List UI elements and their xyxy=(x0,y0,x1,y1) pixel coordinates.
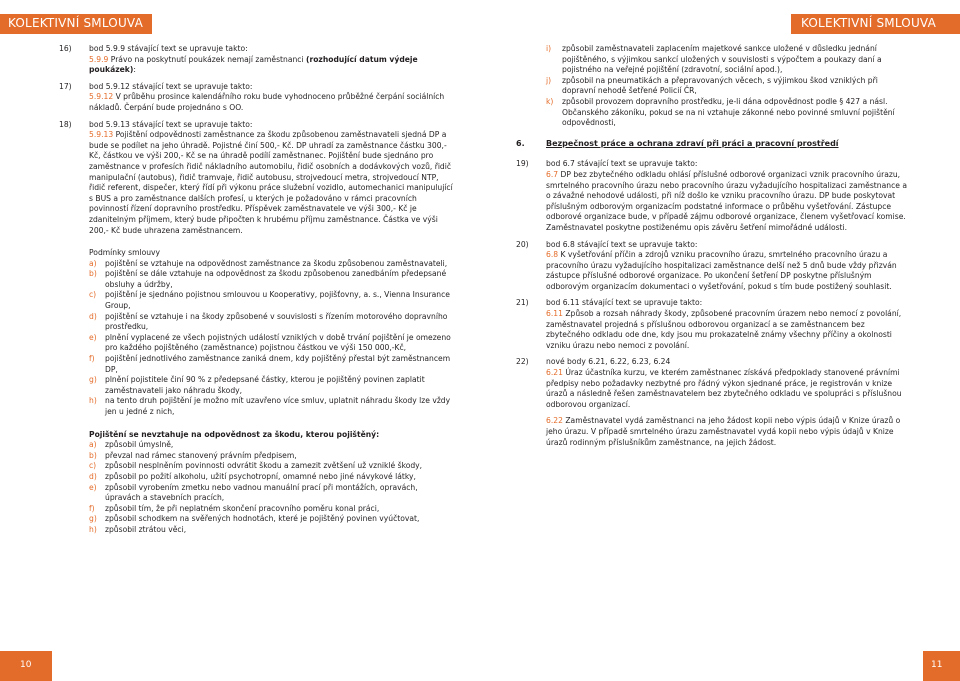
item-20 xyxy=(516,240,908,293)
item-number: 19) xyxy=(516,159,529,169)
list-text: plnění pojistitele činí 90 % z předepsané částky, kterou je pojištěný povinen zaplatit zaměstnavateli jako náhradu škody, xyxy=(105,375,425,395)
list-item xyxy=(89,461,454,472)
list-marker: j) xyxy=(546,75,552,85)
item-heading: nové body 6.21, 6.22, 6.23, 6.24 xyxy=(546,357,671,367)
item-number: 18) xyxy=(59,119,72,129)
list-item xyxy=(89,290,454,311)
left-page-column xyxy=(59,44,454,536)
item-body: 5.9.9 Právo na poskytnutí poukázek nemají zaměstnanci (rozhodující datum výdeje poukázek): xyxy=(89,54,418,75)
item-heading: bod 5.9.9 stávající text se upravuje takto: xyxy=(89,44,248,53)
list-item xyxy=(89,269,454,290)
item-heading: bod 5.9.12 stávající text se upravuje takto: xyxy=(89,81,253,91)
item-body-2: 6.22 Zaměstnavatel vydá zaměstnanci na jeho žádost kopii nebo výpis údajů v Knize úrazů o jeho úrazu. V případě smrtelného úrazu zaměstnavatel vydá kopii nebo výpis údajů v Knize úrazů rodinným příslušníkům zaměstnance, na jejich žádost. xyxy=(546,416,901,447)
right-page-column xyxy=(516,44,908,454)
list-text: způsobil na pneumatikách a přepravovaných věcech, s výjimkou škod vzniklých při dopravní nehodě šetřené Policií ČR, xyxy=(562,75,878,96)
list-text: pojištění jednotlivého zaměstnance zaniká dnem, kdy pojištěný přestal být zaměstnancem DP, xyxy=(105,354,451,374)
list-item xyxy=(89,375,454,396)
list-text: způsobil vyrobením zmetku nebo vadnou manuální prací při montážích, opravách, úpravách a stavebních pracích, xyxy=(105,482,418,503)
footer-bar xyxy=(0,651,960,681)
item-19 xyxy=(516,159,908,233)
item-heading: bod 6.7 stávající text se upravuje takto: xyxy=(546,159,698,169)
conditions-list xyxy=(59,259,454,418)
item-17 xyxy=(59,82,454,114)
list-item xyxy=(89,514,454,525)
list-text: pojištění se vztahuje i na škody způsobené v souvislosti s řízením motorového dopravního prostředku, xyxy=(105,311,448,332)
list-item xyxy=(546,44,908,76)
list-item xyxy=(89,259,454,270)
item-body: 6.7 DP bez zbytečného odkladu ohlásí příslušné odborové organizaci vznik pracovního úrazu, smrtelného pracovního úrazu nebo pracovního úrazu vyžadujícího hospitalizaci zaměstnance a o závažné nehodové události, při níž došlo ke vzniku pracovního úrazu. DP bude poskytovat příslušným odborovým organizacím podstatné informace o průběhu vyšetřování. Zástupce odborové organizace bude, v případě zájmu odborové organizace, členem vyšetřovací komise. Zaměstnavatel poskytne postiženému opis závěru šetření mimořádné události. xyxy=(546,169,907,232)
item-heading: bod 5.9.13 stávající text se upravuje takto: xyxy=(89,119,253,129)
list-text: způsobil zaměstnavateli zaplacením majetkové sankce uložené v důsledku jednání pojištěného, s výjimkou sankcí uložených v souvislosti s výpočtem a poukazy daní a pojistného na veřejné pojištění (zdravotní, sociální apod.), xyxy=(562,44,882,75)
list-text: způsobil nesplněním povinnosti odvrátit škodu a zamezit zvětšení už vzniklé škody, xyxy=(105,461,423,471)
list-item xyxy=(89,483,454,504)
item-body: 6.11 Způsob a rozsah náhrady škody, způsobené pracovním úrazem nebo nemocí z povolání, zaměstnavatel projedná s příslušnou odborovou organizací a se zaměstnancem bez zbytečného odkladu ode dne, kdy jsou mu prokazatelně známy všechny příčiny a okolnosti vzniku úrazu nebo nemoci z povolání. xyxy=(546,309,902,350)
list-marker: k) xyxy=(546,96,554,106)
list-item xyxy=(89,312,454,333)
list-marker: h) xyxy=(89,524,97,534)
list-marker: f) xyxy=(89,354,95,364)
item-number: 16) xyxy=(59,44,72,53)
left-page-title: KOLEKTIVNÍ SMLOUVA xyxy=(8,16,143,30)
list-text: způsobil schodkem na svěřených hodnotách, které je pojištěný povinen vyúčtovat, xyxy=(105,514,420,524)
list-marker: e) xyxy=(89,482,97,492)
list-item xyxy=(546,97,908,129)
conditions-title: Podmínky smlouvy xyxy=(89,248,161,258)
list-text: pojištění se dále vztahuje na odpovědnost za škodu způsobenou zanedbáním předepsané obsluhy a údržby, xyxy=(105,269,447,289)
list-marker: g) xyxy=(89,514,97,524)
list-marker: d) xyxy=(89,311,97,321)
item-16 xyxy=(59,44,454,76)
list-text: převzal nad rámec stanovený právním předpisem, xyxy=(105,450,297,460)
list-text: způsobil úmyslně, xyxy=(105,440,174,450)
list-marker: c) xyxy=(89,290,97,300)
list-text: plnění vyplacené ze všech pojistných událostí vzniklých v době trvání pojištění je omezeno pro každého pojištěného (zaměstnance) pojistnou částkou ve výši 150 000,-Kč, xyxy=(105,332,451,353)
item-number: 17) xyxy=(59,81,72,91)
item-number: 21) xyxy=(516,298,529,308)
list-item xyxy=(89,440,454,451)
list-marker: c) xyxy=(89,461,97,471)
item-body: 6.8 K vyšetřování příčin a zdrojů vzniku pracovního úrazu, smrtelného pracovního úrazu a pracovního úrazu vyžadujícího hospitalizaci zaměstnance delší než 5 dnů bude vždy přizván zástupce příslušné odborové organizace. Po ukončení šetření DP poskytne příslušným odborovým organizacím dokumentaci o vyšetřování, pokud s tím bude postižený souhlasit. xyxy=(546,250,897,291)
item-heading: bod 6.8 stávající text se upravuje takto: xyxy=(546,239,698,249)
list-marker: f) xyxy=(89,503,95,513)
item-22 xyxy=(516,357,908,448)
item-number: 22) xyxy=(516,357,529,367)
list-item xyxy=(89,451,454,462)
list-marker: h) xyxy=(89,396,97,406)
list-text: pojištění je sjednáno pojistnou smlouvou u Kooperativy, pojišťovny, a. s., Vienna Insurance Group, xyxy=(105,290,450,311)
item-21 xyxy=(516,298,908,351)
exclusions-list-continued xyxy=(516,44,908,129)
list-marker: a) xyxy=(89,258,97,268)
exclusions-title: Pojištění se nevztahuje na odpovědnost za škodu, kterou pojištěný: xyxy=(89,429,380,439)
page-number-right: 11 xyxy=(931,660,943,670)
list-item xyxy=(546,76,908,97)
list-marker: b) xyxy=(89,269,97,279)
exclusions-list xyxy=(59,440,454,535)
list-item xyxy=(89,504,454,515)
item-number: 20) xyxy=(516,239,529,249)
header-bar xyxy=(0,0,960,34)
list-text: způsobil po požití alkoholu, užití psychotropní, omamné nebo jiné návykové látky, xyxy=(105,471,416,481)
section-heading: 6. Bezpečnost práce a ochrana zdraví při práci a pracovní prostředí xyxy=(516,138,839,148)
list-text: způsobil ztrátou věci, xyxy=(105,524,187,534)
item-heading: bod 6.11 stávající text se upravuje takto: xyxy=(546,298,703,308)
list-marker: i) xyxy=(546,44,552,53)
item-body: 5.9.12 V průběhu prosince kalendářního roku bude vyhodnoceno průběžné čerpání sociálních nákladů. Čerpání bude projednáno s OO. xyxy=(89,92,445,112)
item-body: 6.21 Úraz účastníka kurzu, ve kterém zaměstnanec získává předpoklady stanovené právními předpisy nebo požadavky nezbytné pro řádný výkon sjednané práce, je registrován v knize úrazů a následně řešen zaměstnavatelem bez zbytečného odkladu ve spolupráci s příslušnou odborovou organizací. xyxy=(546,368,902,409)
list-marker: g) xyxy=(89,375,97,385)
list-item xyxy=(89,396,454,417)
list-item xyxy=(89,333,454,354)
item-body: 5.9.13 Pojištění odpovědnosti zaměstnance za škodu způsobenou zaměstnavateli sjedná DP a bude se podílet na jeho úhradě. Pojistné činí 500,- Kč. DP uhradí za zaměstnance částku 300,- Kč, částkou ve výši 200,- Kč se na úhradě podílí zaměstnanec. Pojištění bude sjednáno pro zaměstnance v profesích řidič nákladního automobilu, řidič osobních a dodávkových vozů, řidič manipulační (autobus), řidič tramvaje, řidič autobusu, strojvedoucí metra, strojvedoucí NTP, řidič referent, dispečer, který řídí při výkonu práce služební vozidlo, automechanici manipulující s BUS a pro zaměstnance dalších profesí, u kterých je požadováno v rámci pracovních povinností řízení dopravního prostředku. Příspěvek zaměstnavatele ve výši 300,- Kč je zdanitelným příjmem, který bude připočten k hrubému příjmu zaměstnance. Částka ve výši 200,- Kč bude uhrazena zaměstnancem. xyxy=(89,130,453,235)
list-item xyxy=(89,472,454,483)
list-text: na tento druh pojištění je možno mít uzavřeno více smluv, uplatnit náhradu škody lze vždy jen u jedné z nich, xyxy=(105,396,451,416)
list-marker: a) xyxy=(89,440,97,450)
list-text: způsobil provozem dopravního prostředku, je-li dána odpovědnost podle § 427 a násl. Občanského zákoníku, pokud se na ni vztahuje zákonné nebo povinné smluvní pojištění odpovědnosti, xyxy=(562,96,895,128)
list-marker: e) xyxy=(89,332,97,342)
list-item xyxy=(89,525,454,536)
right-page-title: KOLEKTIVNÍ SMLOUVA xyxy=(801,16,936,30)
page-number-left: 10 xyxy=(20,660,32,670)
list-text: pojištění se vztahuje na odpovědnost zaměstnance za škodu způsobenou zaměstnavateli, xyxy=(105,258,448,268)
list-marker: b) xyxy=(89,450,97,460)
item-18 xyxy=(59,120,454,237)
list-text: způsobil tím, že při neplatném skončení pracovního poměru konal práci, xyxy=(105,503,380,513)
list-marker: d) xyxy=(89,471,97,481)
list-item xyxy=(89,354,454,375)
